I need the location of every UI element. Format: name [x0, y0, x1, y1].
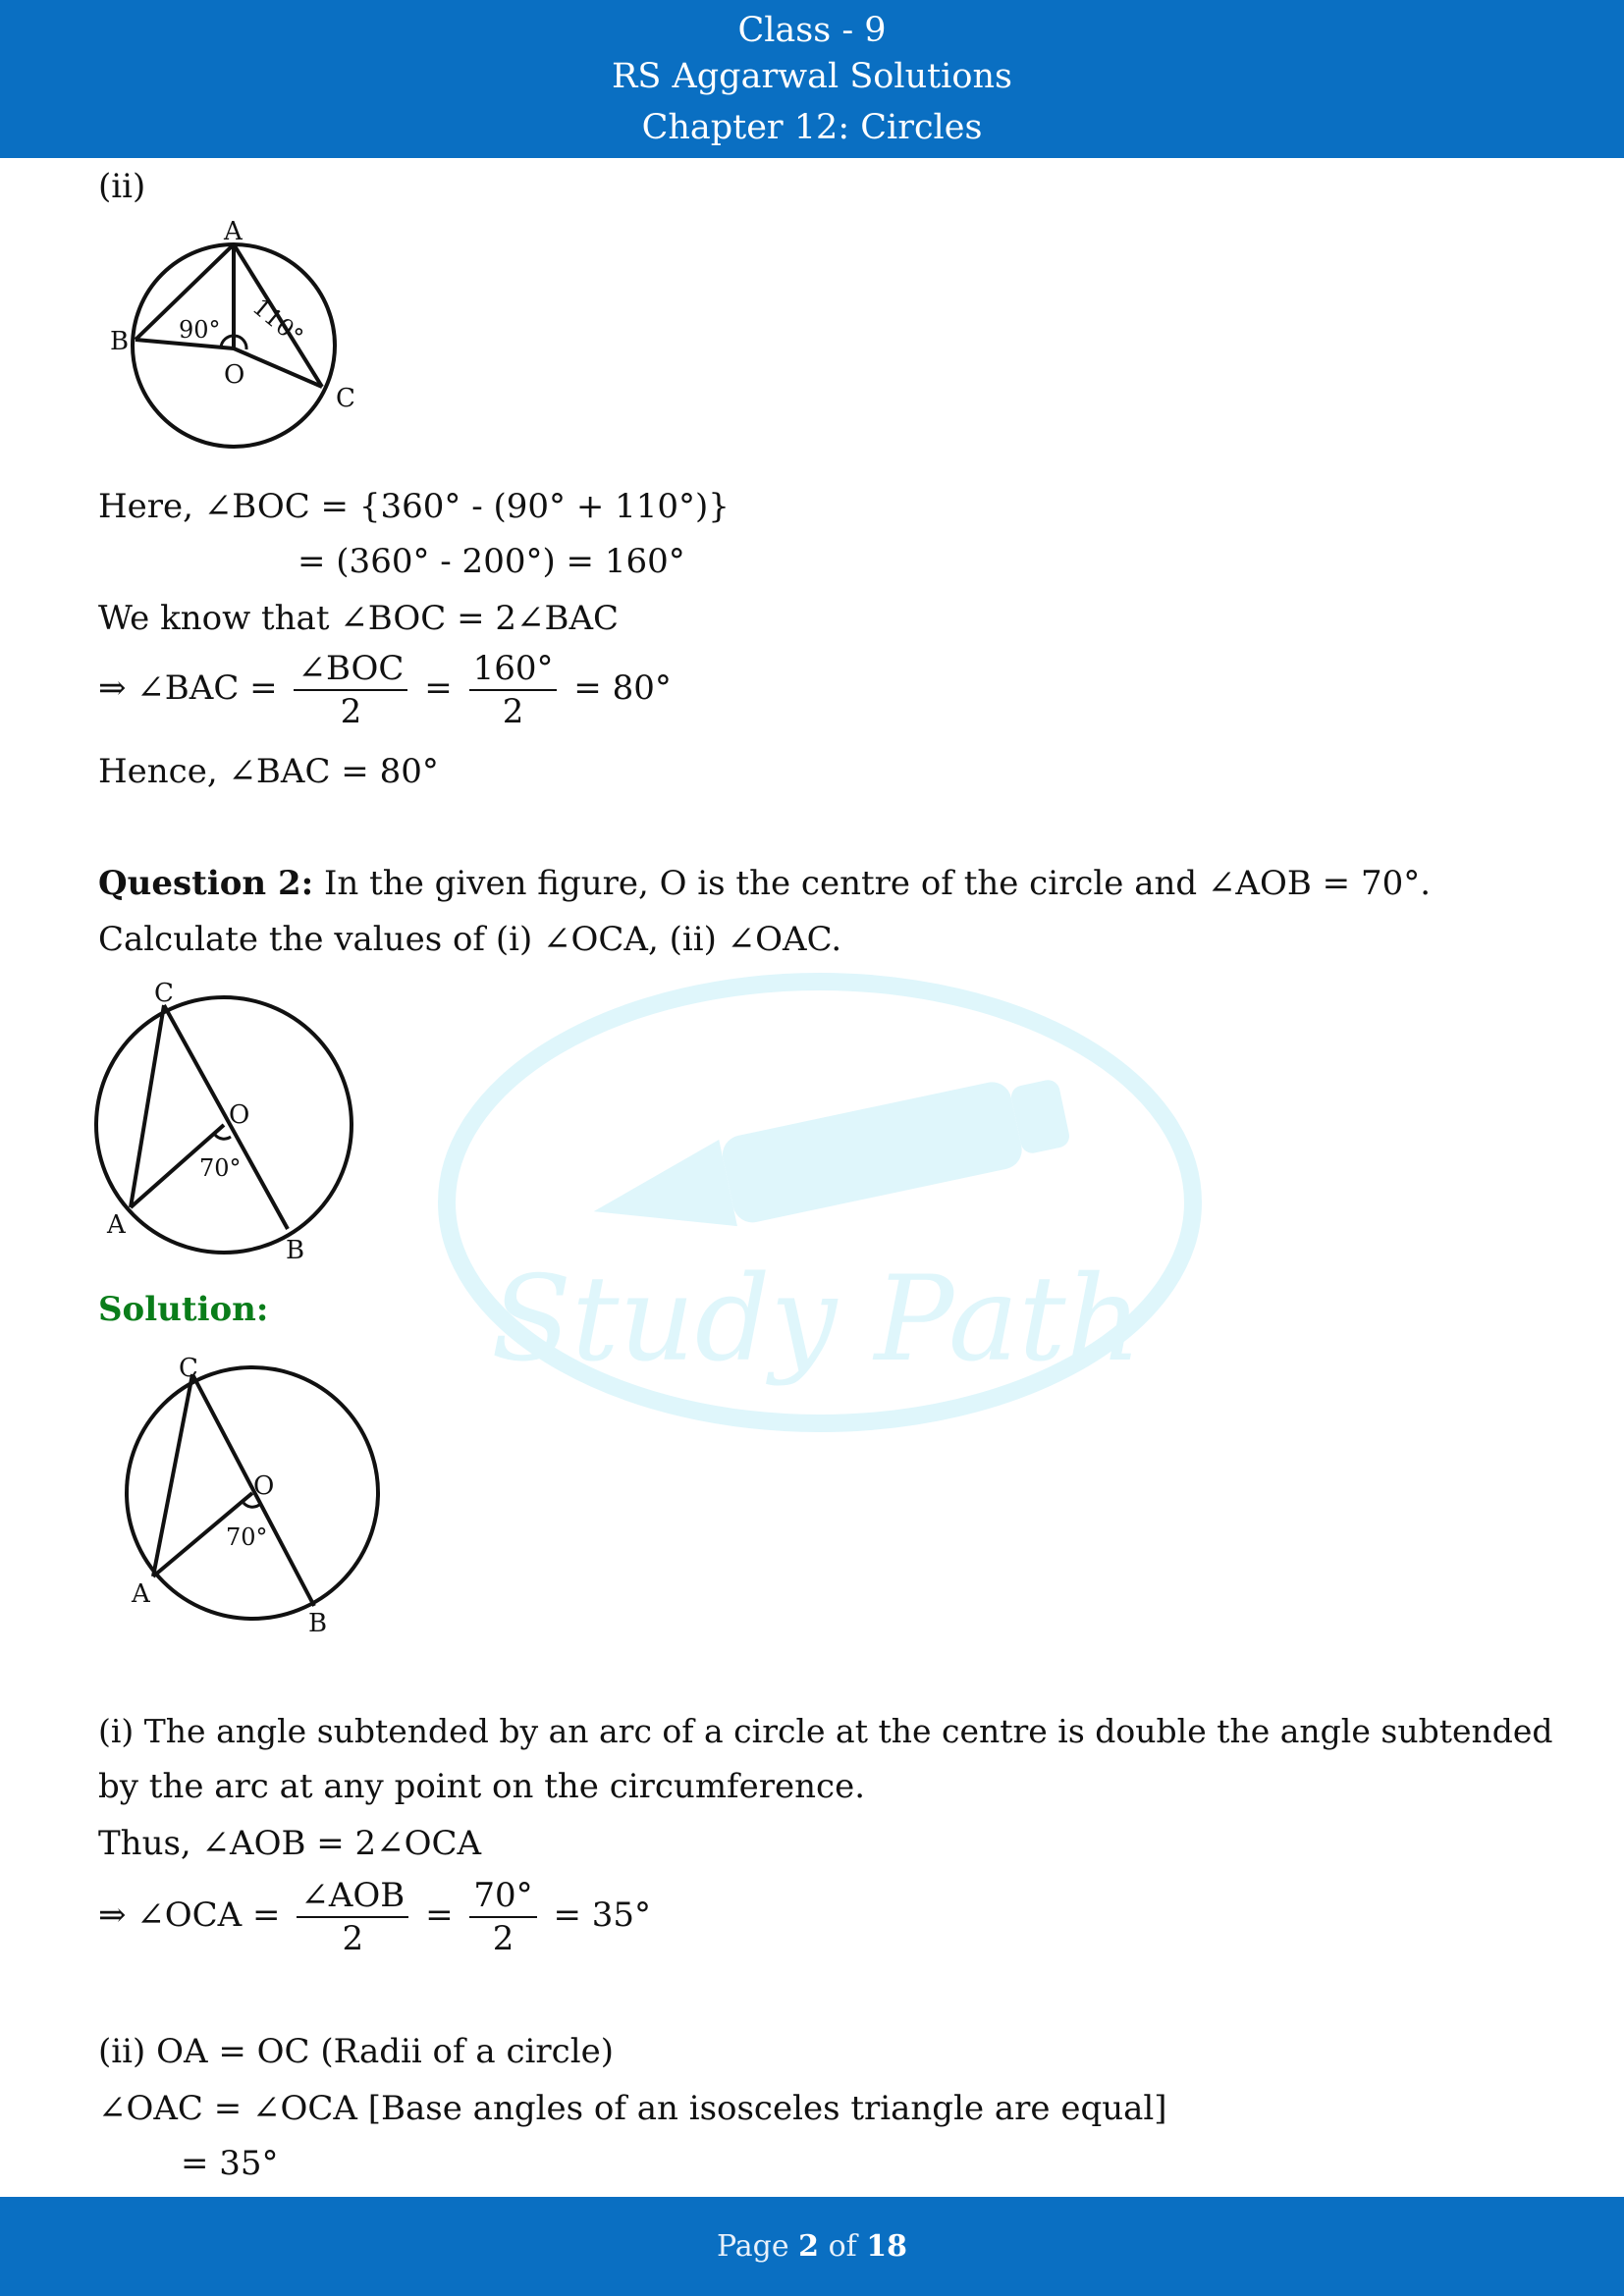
fraction-3: $\frac{\text{∠AOB}}{2}$ [297, 1875, 408, 1959]
svg-text:A: A [132, 1579, 150, 1609]
svg-text:B: B [286, 1236, 305, 1265]
question-2-line2: Calculate the values of (i) ∠OCA, (ii) ∠OAC. [98, 920, 842, 959]
hence-bac-line: Hence, ∠BAC = 80° [98, 752, 439, 791]
header-book: RS Aggarwal Solutions [612, 57, 1012, 96]
solution-i-line1: (i) The angle subtended by an arc of a circle at the centre is double the angle subtended [98, 1712, 1553, 1750]
question-2 [98, 862, 1431, 905]
solution-title: Solution: [98, 1290, 269, 1329]
page-header [0, 0, 1624, 158]
svg-text:C: C [179, 1354, 198, 1383]
eq-result: = 80° [573, 668, 672, 708]
solution-ii-line3: = 35° [181, 2144, 279, 2183]
header-class: Class - 9 [737, 11, 887, 50]
here-boc-line: Here, ∠BOC = {360° - (90° + 110°)} [98, 487, 730, 526]
svg-text:C: C [154, 980, 174, 1008]
watermark-text: Study Path [491, 1252, 1142, 1388]
studypath-watermark-logo [432, 967, 1208, 1458]
solution-i-line2: by the arc at any point on the circumference. [98, 1767, 866, 1806]
solution-i-line3: Thus, ∠AOB = 2∠OCA [98, 1824, 482, 1863]
svg-text:A: A [107, 1210, 126, 1240]
bac-equation: ⇒ ∠BAC = $\frac{\text{∠BOC}}{2}$ = $\frac{160^\circ}{2}$ = 80° [98, 649, 672, 731]
header-chapter: Chapter 12: Circles [641, 108, 983, 147]
label-b: B [110, 327, 130, 356]
figure-question-2 [93, 980, 368, 1274]
figure-part-ii [108, 218, 363, 454]
svg-text:O: O [229, 1100, 250, 1130]
label-o: O [224, 360, 245, 390]
oca-equation: ⇒ ∠OCA = $\frac{\text{∠AOB}}{2}$ = $\frac{70^\circ}{2}$ = 35° [98, 1876, 652, 1958]
label-a: A [224, 218, 243, 246]
fraction-2: $\frac{160^\circ}{2}$ [469, 648, 558, 732]
figure-solution [118, 1353, 393, 1647]
solution-ii-line2: ∠OAC = ∠OCA [Base angles of an isosceles triangle are equal] [98, 2089, 1167, 2128]
eq-prefix: ⇒ ∠BAC = [98, 668, 278, 708]
question-label: Question 2: [98, 864, 314, 903]
svg-text:O: O [253, 1471, 275, 1501]
boc-result-line: = (360° - 200°) = 160° [298, 542, 685, 581]
svg-text:70°: 70° [226, 1523, 268, 1551]
angle-110: 110° [246, 293, 309, 351]
question-text: In the given figure, O is the centre of the circle and ∠AOB = 70°. [313, 864, 1432, 903]
solution-ii-line1: (ii) OA = OC (Radii of a circle) [98, 2032, 614, 2071]
page-footer: Page 2 of 18 [0, 2197, 1624, 2296]
know-boc-line: We know that ∠BOC = 2∠BAC [98, 599, 620, 638]
angle-90: 90° [179, 316, 221, 344]
page-number: 2 [798, 2229, 820, 2264]
svg-text:B: B [308, 1609, 328, 1638]
part-ii-label: (ii) [98, 167, 146, 206]
fraction-1: $\frac{\text{∠BOC}}{2}$ [294, 648, 407, 732]
fraction-4: $\frac{70^\circ}{2}$ [469, 1875, 536, 1959]
page-total: 18 [866, 2229, 908, 2264]
label-c: C [336, 384, 355, 413]
svg-text:70°: 70° [199, 1154, 242, 1182]
